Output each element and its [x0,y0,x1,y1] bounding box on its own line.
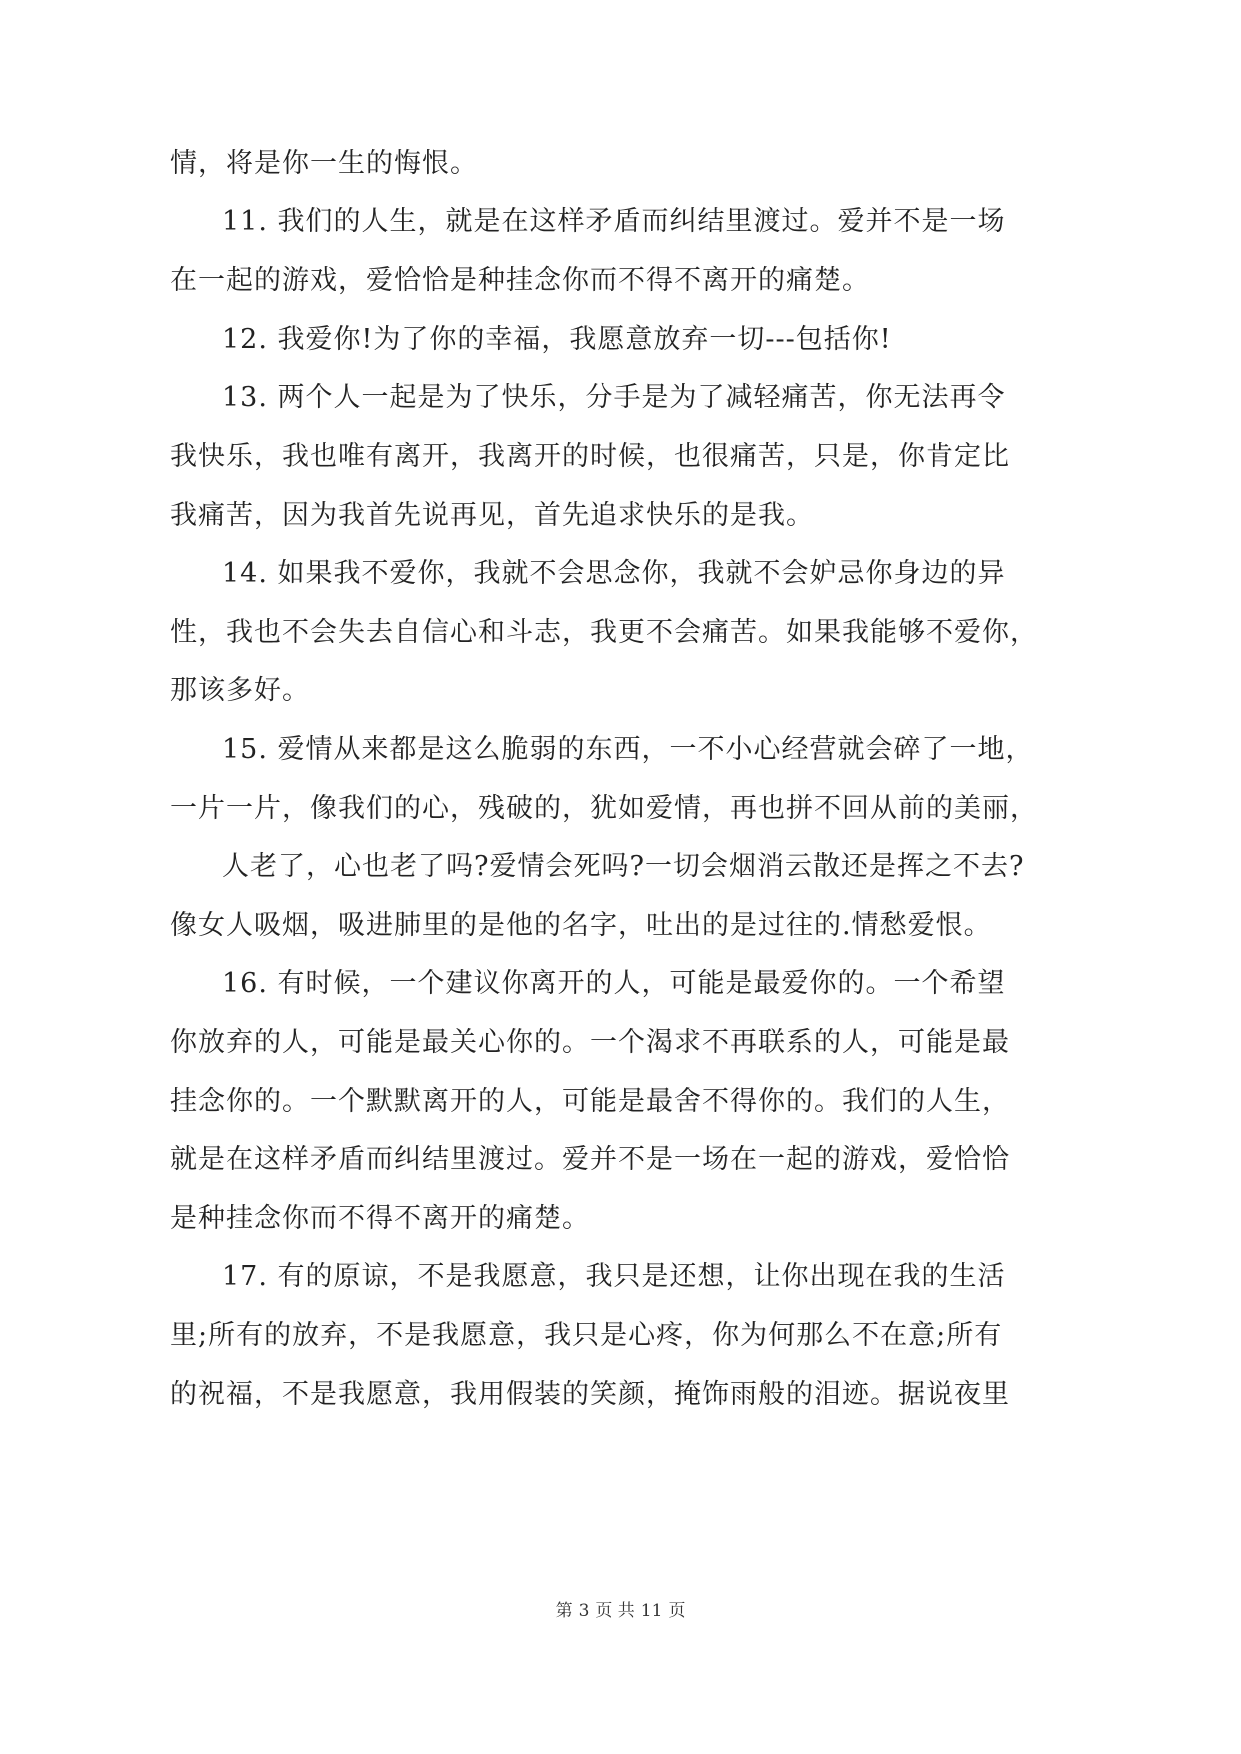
text-line: 13. 两个人一起是为了快乐，分手是为了减轻痛苦，你无法再令 [222,382,1006,413]
text-line: 12. 我爱你!为了你的幸福，我愿意放弃一切---包括你! [222,324,892,355]
text-line: 一片一片，像我们的心，残破的，犹如爱情，再也拼不回从前的美丽， [170,793,1038,824]
text-line: 是种挂念你而不得不离开的痛楚。 [170,1203,590,1234]
footer-prefix: 第 [555,1601,573,1621]
total-pages: 11 [640,1601,663,1621]
text-line: 挂念你的。一个默默离开的人，可能是最舍不得你的。我们的人生， [170,1086,1010,1117]
text-line: 我痛苦，因为我首先说再见，首先追求快乐的是我。 [170,500,814,531]
text-line: 17. 有的原谅，不是我愿意，我只是还想，让你出现在我的生活 [222,1261,1006,1292]
text-line: 14. 如果我不爱你，我就不会思念你，我就不会妒忌你身边的异 [222,558,1006,589]
page-number: 3 [578,1601,590,1621]
text-line: 16. 有时候，一个建议你离开的人，可能是最爱你的。一个希望 [222,968,1006,999]
text-line: 在一起的游戏，爱恰恰是种挂念你而不得不离开的痛楚。 [170,265,870,296]
text-line: 15. 爱情从来都是这么脆弱的东西，一不小心经营就会碎了一地， [222,734,1034,765]
text-line: 我快乐，我也唯有离开，我离开的时候，也很痛苦，只是，你肯定比 [170,441,1010,472]
text-line: 人老了，心也老了吗?爱情会死吗?一切会烟消云散还是挥之不去? [222,851,1025,882]
text-line: 你放弃的人，可能是最关心你的。一个渴求不再联系的人，可能是最 [170,1027,1010,1058]
text-line: 性，我也不会失去自信心和斗志，我更不会痛苦。如果我能够不爱你， [170,617,1038,648]
footer-suffix: 页 [668,1601,686,1621]
text-line: 情，将是你一生的悔恨。 [170,148,478,179]
footer-middle: 页 共 [595,1601,635,1621]
text-line: 里;所有的放弃，不是我愿意，我只是心疼，你为何那么不在意;所有 [170,1320,1003,1351]
text-line: 就是在这样矛盾而纠结里渡过。爱并不是一场在一起的游戏，爱恰恰 [170,1144,1010,1175]
page-footer [0,1600,1241,1622]
text-line: 那该多好。 [170,675,310,706]
text-line: 的祝福，不是我愿意，我用假装的笑颜，掩饰雨般的泪迹。据说夜里 [170,1379,1010,1410]
text-line: 11. 我们的人生，就是在这样矛盾而纠结里渡过。爱并不是一场 [222,206,1006,237]
text-line: 像女人吸烟，吸进肺里的是他的名字，吐出的是过往的.情愁爱恨。 [170,910,992,941]
